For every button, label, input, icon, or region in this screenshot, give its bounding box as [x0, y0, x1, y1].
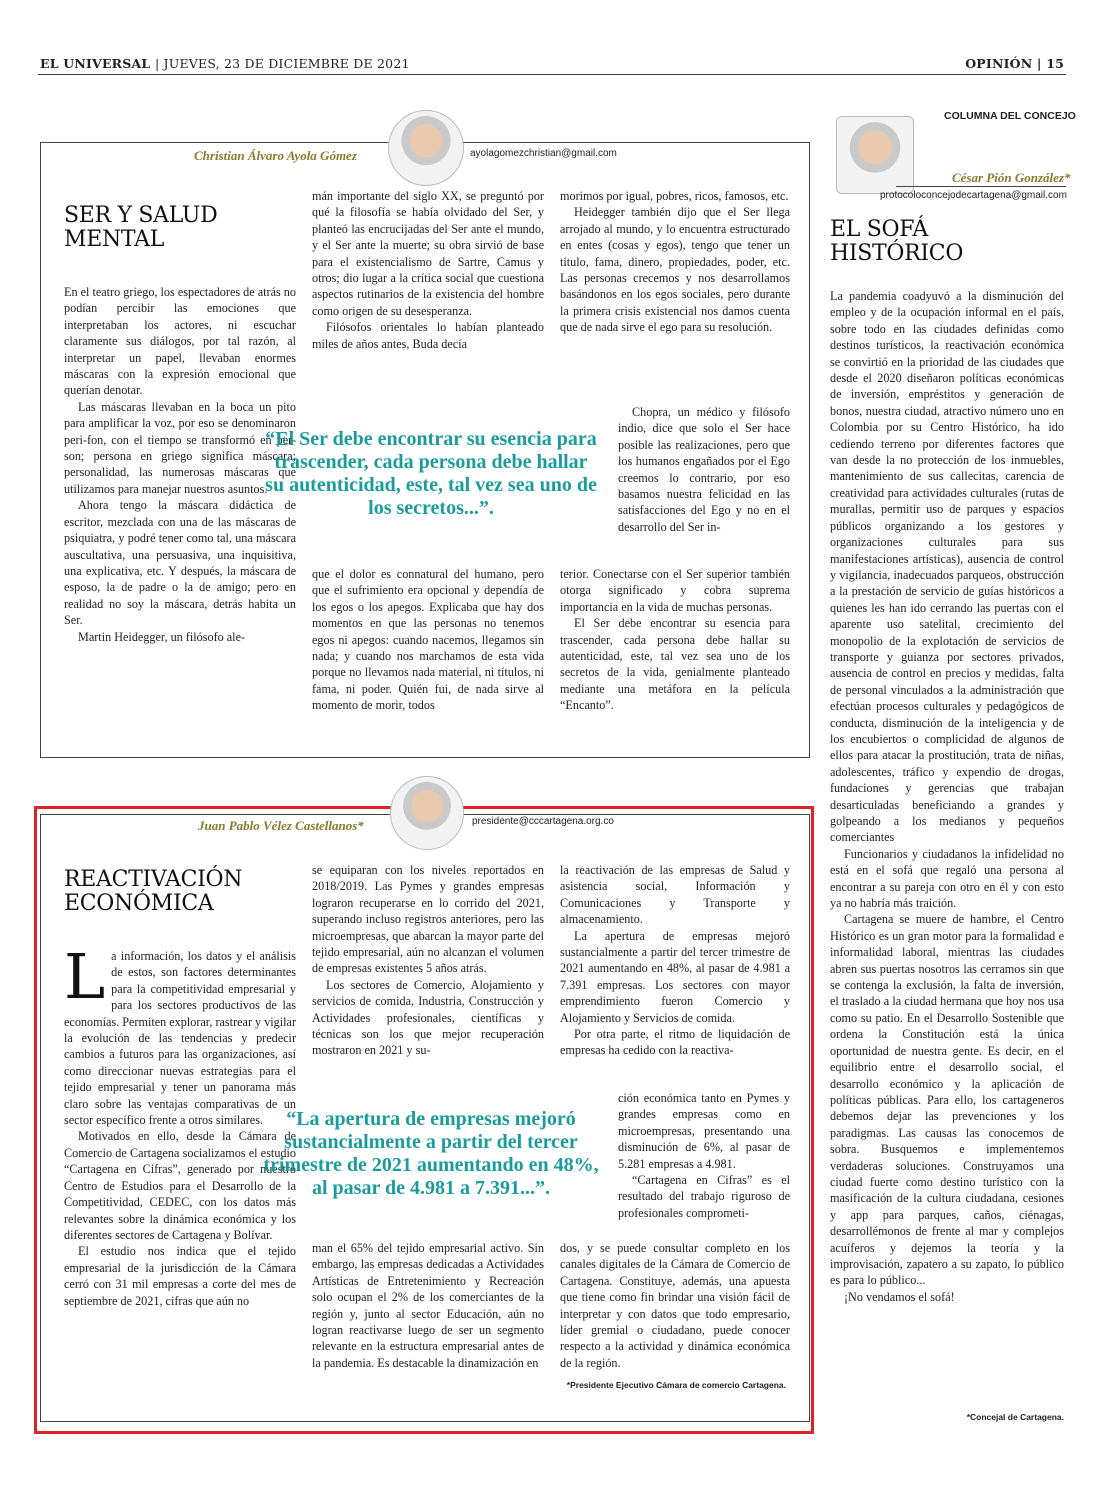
- title-line: EL SOFÁ: [830, 217, 928, 242]
- section-label: [965, 56, 1064, 71]
- title-line: HISTÓRICO: [830, 241, 964, 266]
- paragraph: La apertura de empresas mejoró sustancialmente a partir del tercer trimestre de 2021 aumentando en 48%, al pasar de 4.981 a 7.391 empresas. Los sectores con mayor emprendimiento fueron Comercio y Alojamiento y Servicios de comida.: [560, 928, 790, 1025]
- paragraph: mán importante del siglo XX, se preguntó por qué la filosofía se había olvidado del Ser, y planteó las encrucijadas del Ser ante el mundo, y el Ser ante la muerte; su obra sirvió de base para el existencialismo de Sartre, Camus y otros; dio lugar a la crítica social que cuestiona aspectos rutinarios de la existencia del hombre como origen de su desesperanza.: [312, 189, 544, 318]
- byline-rule: [896, 186, 1066, 187]
- pull-quote: “La apertura de empresas mejoró sustancialmente a partir del tercer trimestre de 2021 aumentando en 48%, al pasar de 4.981 a 7.391...”.: [263, 1108, 599, 1199]
- author-email: ayolagomezchristian@gmail.com: [470, 148, 617, 159]
- article-column: [560, 862, 790, 1090]
- paragraph: Filósofos orientales lo habían planteado miles de años antes, Buda decía: [312, 320, 544, 351]
- author-footnote: *Presidente Ejecutivo Cámara de comercio Cartagena.: [566, 1380, 786, 1390]
- author-byline: Christian Álvaro Ayola Gómez: [194, 148, 357, 163]
- issue-date: | JUEVES, 23 DE DICIEMBRE DE 2021: [154, 56, 410, 71]
- paragraph: man el 65% del tejido empresarial activo. Sin embargo, las empresas dedicadas a Actividades Artísticas de Entretenimiento y Recreación solo ocupan el 2% de los comerciantes de la región y, junto al sector Educación, aún no logran reactivarse luego de ser un segmento relevante en la estructura empresarial antes de la pandemia. Es destacable la dinamización en: [312, 1241, 544, 1370]
- paragraph: El Ser debe encontrar su esencia para trascender, cada persona debe hallar su autenticidad, este, tal vez sea uno de los secretos de la vida, genialmente planteado mediante una metáfora en la película “Encanto”.: [560, 616, 790, 713]
- article-column: [830, 288, 1064, 1410]
- title-line: REACTIVACIÓN: [64, 867, 243, 892]
- article-column: [560, 1240, 790, 1372]
- article-column: [560, 188, 790, 400]
- article-column: [312, 188, 544, 400]
- paragraph: Chopra, un médico y filósofo indio, dice que solo el Ser hace posible las realizaciones, pero que los humanos engañados por el Ego creemos lo contrario, por eso basamos nuestra felicidad en las satisfacciones del Ego y no en el desarrollo del Ser in-: [618, 405, 790, 534]
- pull-quote: “El Ser debe encontrar su esencia para trascender, cada persona debe hallar su autenticidad, este, tal vez sea uno de los secretos...”.: [265, 428, 597, 519]
- paragraph: morimos por igual, pobres, ricos, famosos, etc.: [560, 189, 789, 203]
- paragraph: En el teatro griego, los espectadores de atrás no podían percibir las emociones que interpretaban los actores, ni escuchar claramente sus diálogos, por tal razón, al interpretar un papel, llevaban enormes máscaras con la expresión emocional que querían denotar.: [64, 285, 296, 398]
- author-email: presidente@cccartagena.org.co: [472, 816, 614, 827]
- paragraph: terior. Conectarse con el Ser superior también otorga significado y cobra suprema importancia en la vida de muchas personas.: [560, 567, 790, 614]
- article-column: [618, 404, 790, 554]
- drop-cap: L: [64, 948, 106, 1013]
- author-photo-velez: [390, 776, 464, 850]
- article-column: [312, 862, 544, 1084]
- author-byline: César Pión González*: [952, 170, 1071, 185]
- paragraph: “Cartagena en Cifras” es el resultado del trabajo riguroso de profesionales comprometi-: [618, 1173, 790, 1220]
- author-byline: Juan Pablo Vélez Castellanos*: [198, 818, 364, 833]
- article-title: [64, 204, 264, 252]
- paragraph: ción económica tanto en Pymes y grandes empresas como en microempresas, presentando una disminución de 6%, al pasar de 5.281 empresas a 4.981.: [618, 1091, 790, 1171]
- paragraph: El estudio nos indica que el tejido empresarial de la jurisdicción de la Cámara cerró con 31 mil empresas a corte del mes de septiembre de 2021, cifras que aún no: [64, 1244, 296, 1308]
- paragraph: Motivados en ello, desde la Cámara de Comercio de Cartagena socializamos el estudio “Cartagena en Cifras”, generado por nuestro Centro de Estudios para el Desarrollo de la Competitividad, CEDEC, con los datos más relevantes sobre la dinámica económica y los diferentes sectores de Cartagena y Bolívar.: [64, 1129, 296, 1242]
- article-column: [312, 566, 544, 732]
- article-column: [64, 284, 296, 732]
- article-title: [64, 868, 294, 916]
- paragraph: Martin Heidegger, un filósofo ale-: [78, 629, 246, 644]
- title-line: SER Y SALUD: [64, 203, 218, 228]
- paragraph: Las máscaras llevaban en la boca un pito para amplificar la voz, por eso se denominaron peri-fon, con el tiempo se transformó en per-son; persona en griego significa máscara; personalidad, las numerosas máscaras que utilizamos para manejar nuestros asuntos.: [64, 399, 296, 496]
- author-photo-ayola: [388, 110, 464, 186]
- paragraph: se equiparan con los niveles reportados en 2018/2019. Las Pymes y grandes empresas lograron recuperarse en lo corrido del 2021, superando incluso registros anteriores, pero las microempresas, que abarcan la mayor parte del tejido empresarial, aún no alcanzan el volumen de empresas existentes 5 años atrás.: [312, 863, 544, 976]
- masthead: [40, 56, 410, 71]
- paragraph: La pandemia coadyuvó a la disminución del empleo y de la ocupación informal en el país, sobre todo en las ciudades definidas como destinos turísticos, la reactivación económica se convirtió en la prioridad de las ciudades que desde el 2020 diseñaron políticas económicas de inversión, empréstitos y generación de bonos, nuestra ciudad, atractivo número uno en Colombia por su Centro Histórico, ha ido cediendo terreno por diferentes factores que van desde la no protección de los inmuebles, mantenimiento de sus callecitas, carencia de creatividad para actividades culturales (rutas de murallas, permitir uso de parques y espacios públicos organizando a los gestores y organizaciones culturales para sus manifestaciones artísticas), ausencia de control y vigilancia, inadecuados parqueos, obstrucción a la prestación de servicio de guías históricos a quienes les han ido cerrando las puertas con el aparente uso satelital, crecimiento del monopolio de la explotación de servicios de transporte y guianza por sectores privados, ausencia de control en precios y medidas, falta de personal vinculados a la administración que efectúan procesos culturales y pedagógicos de conducta, disminución de la inteligencia y de los encubiertos o complicidad de algunos de ellos para atacar la prostitución, trata de niñas, adolescentes, tráfico y expendio de drogas, fundaciones y gerencias que trabajan desarticuladas beneficiando a grandes y golpeando a los medianos y pequeños comerciantes: [830, 289, 1064, 845]
- article-column: [618, 1090, 790, 1236]
- paragraph: que el dolor es connatural del humano, pero que el sufrimiento era opcional y dependía de los egos o los apegos. Explicaba que hay dos momentos en que las personas no tenemos egos ni apegos: cuando nacemos, llegamos sin nada; y cuando nos marchamos de esta vida porque no llevamos nada material, ni títulos, ni fama, ni poder. Quién fui, de nada sirve al momento de morir, todos: [312, 567, 544, 713]
- paragraph: Cartagena se muere de hambre, el Centro Histórico es un gran motor para la formalidad e informalidad laboral, mientras las ciudades abren sus puertas nosotros las cerramos sin que se contenga la exclusión, la falta de inversión, el traslado a la ciudad hermana que hoy nos usa como su patio. En el Desarrollo Sostenible que ordena la Constitución está la única oportunidad de nuestra gente. Es decir, en el equilibrio entre el desarrollo social, el desarrollo económico y la aplicación de políticas públicas. Para ello, los cartageneros debemos dejar las prevenciones y los paradigmas. Las causas las conocemos de sobra. Busquemos e implementemos verdaderas soluciones. Construyamos una ciudad fuerte como destino turístico con la masificación de la cultura ciudadana, cesiones y app para parques, caños, ciénagas, desarrollémonos de frente al mar y complejos acuíferos y dejemos la teoría y la improvisación, zapatero a su zapato, lo público es para lo público...: [830, 912, 1064, 1288]
- article-column: [312, 1240, 544, 1394]
- section-name: OPINIÓN: [965, 56, 1033, 71]
- paragraph: la reactivación de las empresas de Salud y asistencia social, Información y Comunicaciones y Transporte y almacenamiento.: [560, 863, 790, 927]
- author-footnote: *Concejal de Cartagena.: [966, 1412, 1064, 1422]
- paragraph: ¡No vendamos el sofá!: [844, 1289, 955, 1304]
- paragraph: Por otra parte, el ritmo de liquidación de empresas ha cedido con la reactiva-: [560, 1027, 790, 1058]
- paragraph: Heidegger también dijo que el Ser llega arrojado al mundo, y lo encuentra estructurado en entes (cosas y egos), tengo que tener un título, fama, dinero, propiedades, poder, etc. Las personas crecemos y nos desarrollamos basándonos en los egos sociales, pero durante la primera crisis existencial nos damos cuenta que de nada sirve el ego para su resolución.: [560, 205, 790, 335]
- author-photo-pion: [836, 116, 914, 194]
- paragraph: Funcionarios y ciudadanos la infidelidad no está en el sofá que regaló una persona al encontrar a su pareja con otro en él y con esto ya no habría más traición.: [830, 846, 1064, 911]
- column-kicker: COLUMNA DEL CONCEJO: [944, 110, 1076, 122]
- page-number: | 15: [1036, 56, 1064, 71]
- header-rule: [38, 74, 1066, 75]
- article-title: [830, 218, 1060, 266]
- paragraph: a información, los datos y el análisis de estos, son factores determinantes para la competitividad empresarial y para los sectores productivos de las economías. Permiten explorar, rastrear y vigilar la evolución de las tendencias y predecir cambios a futuros para las organizaciones, así como direccionar nuevas estrategias para el tejido empresarial y tener un panorama más claro sobre las ventajas comparativas de un sector específico frente a otros similares.: [64, 949, 296, 1128]
- article-column: [560, 566, 790, 732]
- title-line: ECONÓMICA: [64, 891, 214, 916]
- paragraph: dos, y se puede consultar completo en los canales digitales de la Cámara de Comercio de Cartagena. Constituye, además, una apuesta que tiene como fin brindar una visión fácil de interpretar y con datos que todo empresario, líder gremial o ciudadano, puede conocer respecto a la actividad y dinámica económica de la región.: [560, 1241, 790, 1370]
- paragraph: Ahora tengo la máscara didáctica de escritor, mezclada con una de las máscaras de psiquiatra, y podré tener como tal, una máscara auscultativa, una persuasiva, una inquisitiva, una explicativa, etc. Y después, la máscara de esposo, la de padre o la de amigo; pero en realidad no soy la máscara, detrás habita un Ser.: [64, 498, 296, 628]
- paragraph: Los sectores de Comercio, Alojamiento y servicios de comida, Industria, Construcción y Actividades profesionales, científicas y técnicas son los que mejor recuperación mostraron en 2021 y su-: [312, 977, 544, 1058]
- author-email: protocoloconcejodecartagena@gmail.com: [880, 190, 1067, 201]
- paper-name: EL UNIVERSAL: [40, 56, 151, 71]
- title-line: MENTAL: [64, 227, 165, 252]
